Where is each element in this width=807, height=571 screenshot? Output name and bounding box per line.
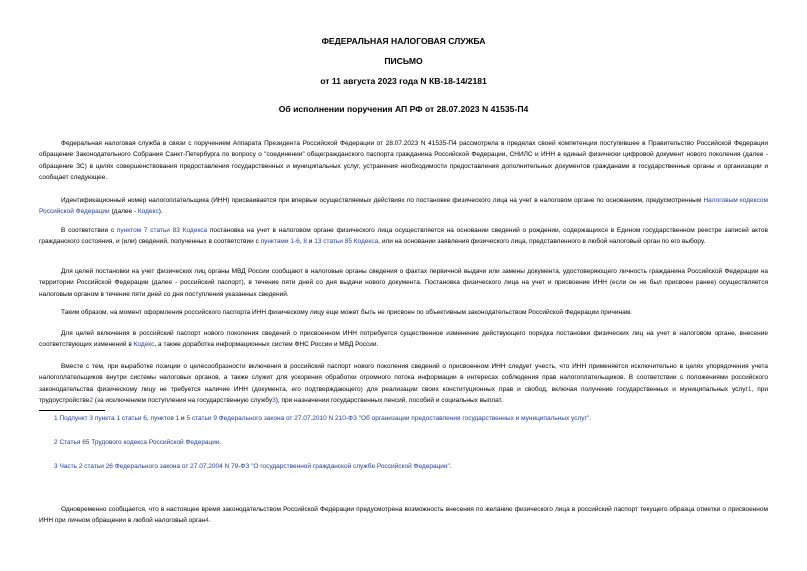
document-subject: Об исполнении поручения АП РФ от 28.07.2023 N 41535-П4 [278, 104, 529, 114]
footnote-1 [54, 413, 774, 424]
footnote-ref-2[interactable]: 2 [89, 396, 93, 404]
paragraph-2 [39, 195, 768, 218]
footnote-link[interactable]: Статья 65 Трудового кодекса Российской Федерации [59, 439, 220, 446]
footnote-mark: 1 [54, 415, 58, 422]
text: (за исключением поступления на государственную службу [93, 396, 273, 404]
text: постановка на учет в налоговом органе физического лица осуществляется на основании сведений о рождении, содержащихся в Едином государственном реестре записей актов гражданского состояния, и (или) сведений, полученных в соответствии с [39, 227, 769, 246]
agency-title: ФЕДЕРАЛЬНАЯ НАЛОГОВАЯ СЛУЖБА [321, 36, 486, 46]
paragraph-4: Для целей постановки на учет физических лиц органы МВД России сообщают в налоговые органы сведения о фактах первичной выдачи или замены документа, удостоверяющего личность гражданина Российской Федерации на территории Российской Федерации (далее - российский паспорт), в течение пяти дней со дня выдачи нового документа. Постановка физического лица на учет и присвоение ИНН (если он не был присвоен ранее) осуществляется налоговым органом в течение пяти дней со дня поступления указанных сведений. [39, 268, 768, 298]
footnote-link[interactable]: 5 статьи 9 Федерального закона от 27.07.2010 N 210-ФЗ "Об организации предоставления государственных и муниципальных услуг" [186, 415, 590, 422]
footnote-2 [54, 437, 774, 448]
text: (далее - [109, 208, 138, 216]
link-code[interactable]: Кодекс [133, 341, 155, 349]
text: , [146, 415, 151, 422]
footnote-ref-3[interactable]: 3 [272, 396, 276, 404]
text: Для целей включения в российский паспорт нового поколения сведений о присвоенном ИНН потребуется существенное изменение действующего порядка постановки физических лиц на учет в налоговом органе, внесение соответствующих изменений в [39, 330, 768, 349]
paragraph-5: Таким образом, на момент оформления российского паспорта ИНН физическому лицу еще может быть не присвоен по объективным законодательством Российской Федерации причинам. [61, 309, 632, 316]
text: . [219, 439, 222, 446]
paragraph-3 [39, 225, 768, 248]
link-tax-code[interactable]: Налоговым кодексом Российской Федерации [39, 197, 768, 216]
link-article-83[interactable]: пунктом 7 статьи 83 Кодекса [116, 227, 208, 234]
text: , при трудоустройстве [39, 385, 768, 404]
text: , [299, 238, 304, 246]
link-code[interactable]: Кодекс [137, 208, 159, 216]
document-date-number: от 11 августа 2023 года N КВ-18-14/2181 [320, 76, 487, 86]
footnote-link[interactable]: Подпункт 3 пункта 1 статьи 6 [59, 415, 147, 422]
link-article-85[interactable]: 13 статьи 85 Кодекса [314, 238, 379, 246]
text: ), при назначении государственных пенсий, пособий и социальных выплат. [275, 396, 503, 404]
text: ). [158, 208, 163, 216]
footnote-divider [39, 410, 105, 411]
paragraph-7 [39, 361, 768, 406]
paragraph-6 [39, 328, 768, 351]
document-type: ПИСЬМО [384, 56, 423, 66]
paragraph-1: Федеральная налоговая служба в связи с поручением Аппарата Президента Российской Федерации от 28.07.2023 N 41535-П4 рассмотрела в пределах своей компетенции поступившее в Правительство Российской Федерации обращение Законодательного Собрания Санкт-Петербурга по вопросу о "соединении" общегражданского паспорта гражданина Российской Федерации, СНИЛС и ИНН в единый физически цифровой документ нового поколения (далее - обращение ЗС) в целях совершенствования предоставления государственных и муниципальных услуг, устранения необходимости предоставления дополнительных документов гражданами в государственные органы и организации и сообщает следующее. [39, 140, 768, 181]
text: . [449, 463, 452, 470]
footnote-ref-4[interactable]: 4 [205, 517, 209, 525]
text: . [589, 415, 592, 422]
text: Одновременно сообщается, что в настоящее время законодательством Российской Федерации предусмотрена возможность внесения по желанию физического лица в российский паспорт текущего образца отметки о присвоенном ИНН при личном обращении в любой налоговый орган [39, 506, 768, 525]
footnote-link[interactable]: Часть 2 статьи 26 Федерального закона от 27.07.2004 N 79-ФЗ "О государственной гражданской службе Российской Федерации" [59, 463, 450, 470]
text: , или на основании заявления физического лица, представленного в любой налоговый орган по его выбору. [378, 238, 706, 246]
text: , а также доработка информационных систем ФНС России и МВД России. [154, 341, 379, 349]
text: и [179, 415, 187, 422]
link-points-1-6[interactable]: пунктами 1-6 [260, 238, 300, 246]
footnote-3 [54, 461, 774, 472]
text: Вместе с тем, при выработке позиции о целесообразности включения в российский паспорт нового поколения сведений о присвоенном ИНН следует учесть, что ИНН применяется исключительно в целях упорядочения учета налогоплательщиков внутри системы налоговых органов, а также служит для ускорения обработки огромного потока информации в интересах соблюдения прав налогоплательщиков. В соответствии с положениями российского законодательства физическому лицу не требуется наличие ИНН (документа, его подтверждающего) для реализации своих конституционных прав и свобод, включая получение государственных и муниципальных услуг [39, 363, 768, 393]
footnote-link[interactable]: пунктов 1 [150, 415, 180, 422]
footnote-mark: 3 [54, 463, 58, 470]
footnote-mark: 2 [54, 439, 58, 446]
text: В соответствии с [61, 227, 117, 234]
paragraph-8 [39, 504, 768, 527]
text: Идентификационный номер налогоплательщика (ИНН) присваивается при впервые осуществляемых действиях по постановке физического лица на учет в налоговом органе по основаниям, предусмотренным [61, 197, 704, 204]
text: . [208, 517, 211, 525]
footnote-ref-1[interactable]: 1 [747, 385, 752, 393]
text: и [307, 238, 315, 246]
link-point-8[interactable]: 8 [303, 238, 307, 246]
